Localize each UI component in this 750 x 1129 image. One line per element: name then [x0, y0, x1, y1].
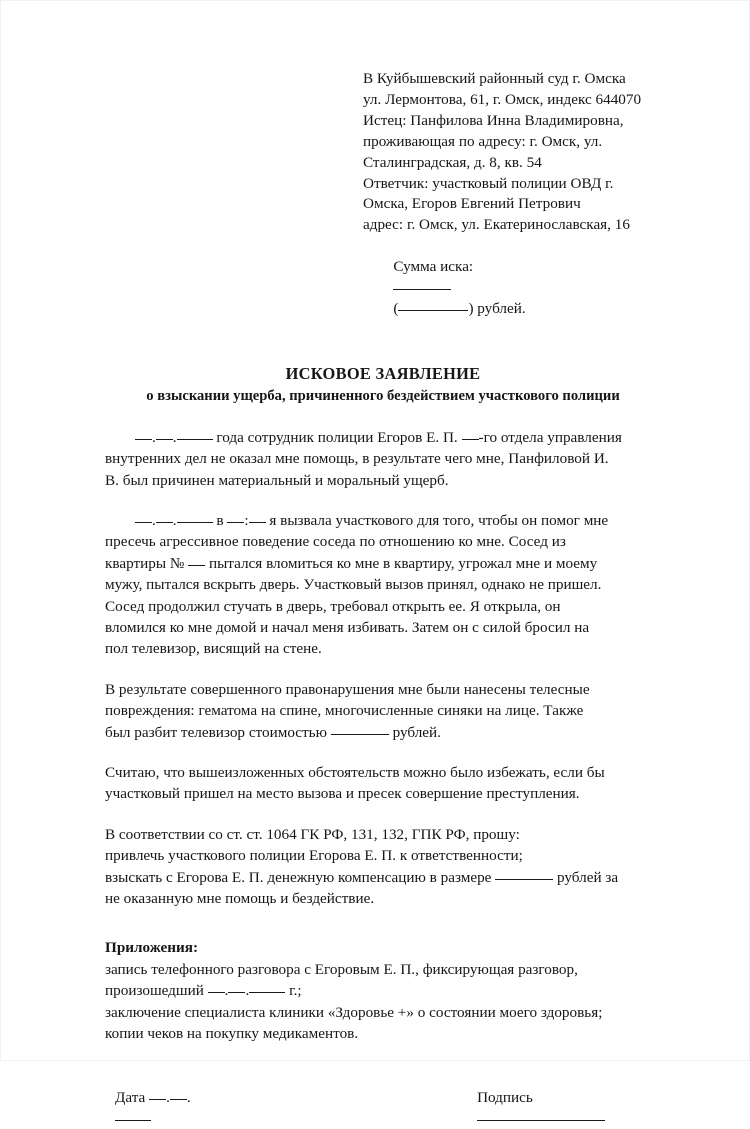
- claim-sum-label: Сумма иска:: [393, 258, 474, 276]
- attachments-list: [105, 959, 661, 1045]
- attachment-day-blank[interactable]: [208, 992, 225, 993]
- footer-day-blank[interactable]: [149, 1099, 166, 1100]
- p1-department-blank[interactable]: [462, 439, 479, 440]
- attachment-item-2: заключение специалиста клиники «Здоровье +» о состоянии моего здоровья;: [105, 1003, 603, 1021]
- claim-sum-currency: ) рублей.: [468, 299, 526, 317]
- paragraph-legal-request: [105, 824, 661, 910]
- p2-day-blank[interactable]: [135, 522, 152, 523]
- paragraph-4-line-2: участковый пришел на место вызова и пресек совершение преступления.: [105, 785, 580, 803]
- p1-day-blank[interactable]: [135, 439, 152, 440]
- p2-hour-blank[interactable]: [227, 522, 244, 523]
- document-body: [105, 1, 661, 1129]
- footer-date-sep-1: .: [166, 1088, 170, 1106]
- p2-year-blank[interactable]: [177, 522, 213, 523]
- paragraph-2-line-3: [105, 553, 661, 574]
- footer-month-blank[interactable]: [170, 1099, 187, 1100]
- paragraph-2-line-6: вломился ко мне домой и начал меня избивать. Затем он с силой бросил на: [105, 619, 590, 637]
- p1-month-blank[interactable]: [156, 439, 173, 440]
- p2-date-sep-2: .: [172, 512, 177, 529]
- footer-date-field: [115, 1087, 213, 1129]
- attachment-date-sep-1: .: [224, 982, 229, 1000]
- p3-tv-cost-blank[interactable]: [331, 734, 389, 735]
- p1-date-sep-1: .: [152, 428, 156, 446]
- p1-text-a: года сотрудник полиции Егоров Е. П.: [216, 428, 458, 446]
- attachment-year-blank[interactable]: [249, 992, 285, 993]
- paragraph-5-line-2: привлечь участкового полиции Егорова Е. П. к ответственности;: [105, 847, 523, 865]
- footer-year-blank[interactable]: [115, 1120, 151, 1121]
- addressee-line-defendant-address: адрес: г. Омск, ул. Екатеринославская, 16: [363, 216, 630, 234]
- attachment-date-suffix: г.;: [289, 982, 302, 1000]
- claim-sum-line: [363, 236, 663, 341]
- p2-time-sep: :: [244, 512, 249, 529]
- p1-date-sep-2: .: [172, 428, 177, 446]
- p5-compensation-label: взыскать с Егорова Е. П. денежную компенсацию в размере: [105, 868, 492, 886]
- paragraph-3-line-3: [105, 722, 661, 743]
- p5-compensation-currency: рублей за: [557, 868, 619, 886]
- attachment-item-1-date-line: [105, 980, 661, 1001]
- paragraph-5-line-4: не оказанную мне помощь и бездействие.: [105, 890, 375, 908]
- title-block: [105, 363, 661, 407]
- attachment-item-1: запись телефонного разговора с Егоровым Е. П., фиксирующая разговор,: [105, 960, 578, 978]
- addressee-line-plaintiff-address-2: Сталинградская, д. 8, кв. 54: [363, 153, 542, 171]
- p2-month-blank[interactable]: [156, 522, 173, 523]
- paragraph-1-line-1: [105, 427, 661, 448]
- footer-date-label: Дата: [115, 1088, 146, 1106]
- p1-text-b: -го отдела управления: [478, 428, 622, 446]
- claim-sum-digits-blank[interactable]: [393, 289, 451, 290]
- addressee-line-court-address: ул. Лермонтова, 61, г. Омск, индекс 644070: [363, 90, 642, 108]
- paragraph-2-line-2: пресечь агрессивное поведение соседа по отношению ко мне. Сосед из: [105, 533, 566, 551]
- paragraph-2-line-4: мужу, пытался вскрыть дверь. Участковый вызов принял, однако не пришел.: [105, 576, 602, 594]
- p2-text-c: пытался вломиться ко мне в квартиру, угрожал мне и моему: [208, 554, 598, 572]
- p3-tv-cost-label: был разбит телевизор стоимостью: [105, 723, 327, 741]
- paragraph-3-line-2: повреждения: гематома на спине, многочисленные синяки на лице. Также: [105, 702, 584, 720]
- footer-date-sep-2: .: [186, 1088, 191, 1106]
- paragraph-2-line-7: пол телевизор, висящий на стене.: [105, 640, 322, 658]
- paragraph-incident-details: [105, 510, 661, 660]
- page-title: ИСКОВОЕ ЗАЯВЛЕНИЕ: [285, 363, 481, 383]
- addressee-line-defendant-1: Ответчик: участковый полиции ОВД г.: [363, 174, 614, 192]
- paragraph-5-line-1: В соответствии со ст. ст. 1064 ГК РФ, 131, 132, ГПК РФ, прошу:: [105, 825, 520, 843]
- attachment-item-3: копии чеков на покупку медикаментов.: [105, 1025, 359, 1043]
- paragraph-incident-summary: [105, 427, 661, 491]
- p2-text-b: я вызвала участкового для того, чтобы он помог мне: [269, 512, 609, 529]
- attachment-date-sep-2: .: [245, 982, 250, 1000]
- addressee-line-defendant-2: Омска, Егоров Евгений Петрович: [363, 195, 581, 213]
- paragraph-injuries: [105, 679, 661, 743]
- addressee-line-plaintiff: Истец: Панфилова Инна Владимировна,: [363, 111, 624, 129]
- claim-sum-open-paren: (: [393, 299, 399, 317]
- claim-sum-words-blank[interactable]: [398, 310, 468, 311]
- attachment-date-label: произошедший: [105, 982, 204, 1000]
- p2-date-sep-1: .: [152, 512, 156, 529]
- attachment-month-blank[interactable]: [228, 992, 245, 993]
- paragraph-1-line-3: В. был причинен материальный и моральный ущерб.: [105, 471, 449, 489]
- paragraph-3-line-1: В результате совершенного правонарушения мне были нанесены телесные: [105, 680, 590, 698]
- p2-apartment-blank[interactable]: [188, 565, 205, 566]
- p1-year-blank[interactable]: [177, 439, 213, 440]
- p3-tv-cost-currency: рублей.: [392, 723, 441, 741]
- addressee-block: [363, 69, 663, 341]
- paragraph-2-line-5: Сосед продолжил стучать в дверь, требовал открыть ее. Я открыла, он: [105, 597, 561, 615]
- paragraph-conclusion: [105, 762, 661, 805]
- page-subtitle: о взыскании ущерба, причиненного бездействием участкового полиции: [146, 387, 620, 404]
- paragraph-2-line-1: [105, 510, 661, 531]
- footer-signature-field: [477, 1087, 661, 1129]
- paragraph-1-line-2: внутренних дел не оказал мне помощь, в результате чего мне, Панфиловой И.: [105, 450, 609, 468]
- attachments-block: [105, 937, 661, 1045]
- paragraph-4-line-1: Считаю, что вышеизложенных обстоятельств можно было избежать, если бы: [105, 764, 605, 782]
- attachments-title: Приложения:: [105, 938, 199, 956]
- addressee-line-plaintiff-address-1: проживающая по адресу: г. Омск, ул.: [363, 132, 603, 150]
- footer-signature-blank[interactable]: [477, 1120, 605, 1121]
- p2-apartment-label: квартиры №: [105, 554, 185, 572]
- footer-signature-label: Подпись: [477, 1088, 533, 1106]
- paragraph-5-line-3: [105, 867, 661, 888]
- p2-text-at: в: [216, 512, 224, 529]
- addressee-line-court: В Куйбышевский районный суд г. Омска: [363, 70, 626, 87]
- p2-minute-blank[interactable]: [249, 522, 266, 523]
- p5-compensation-blank[interactable]: [495, 879, 553, 880]
- signature-footer: [105, 1087, 661, 1129]
